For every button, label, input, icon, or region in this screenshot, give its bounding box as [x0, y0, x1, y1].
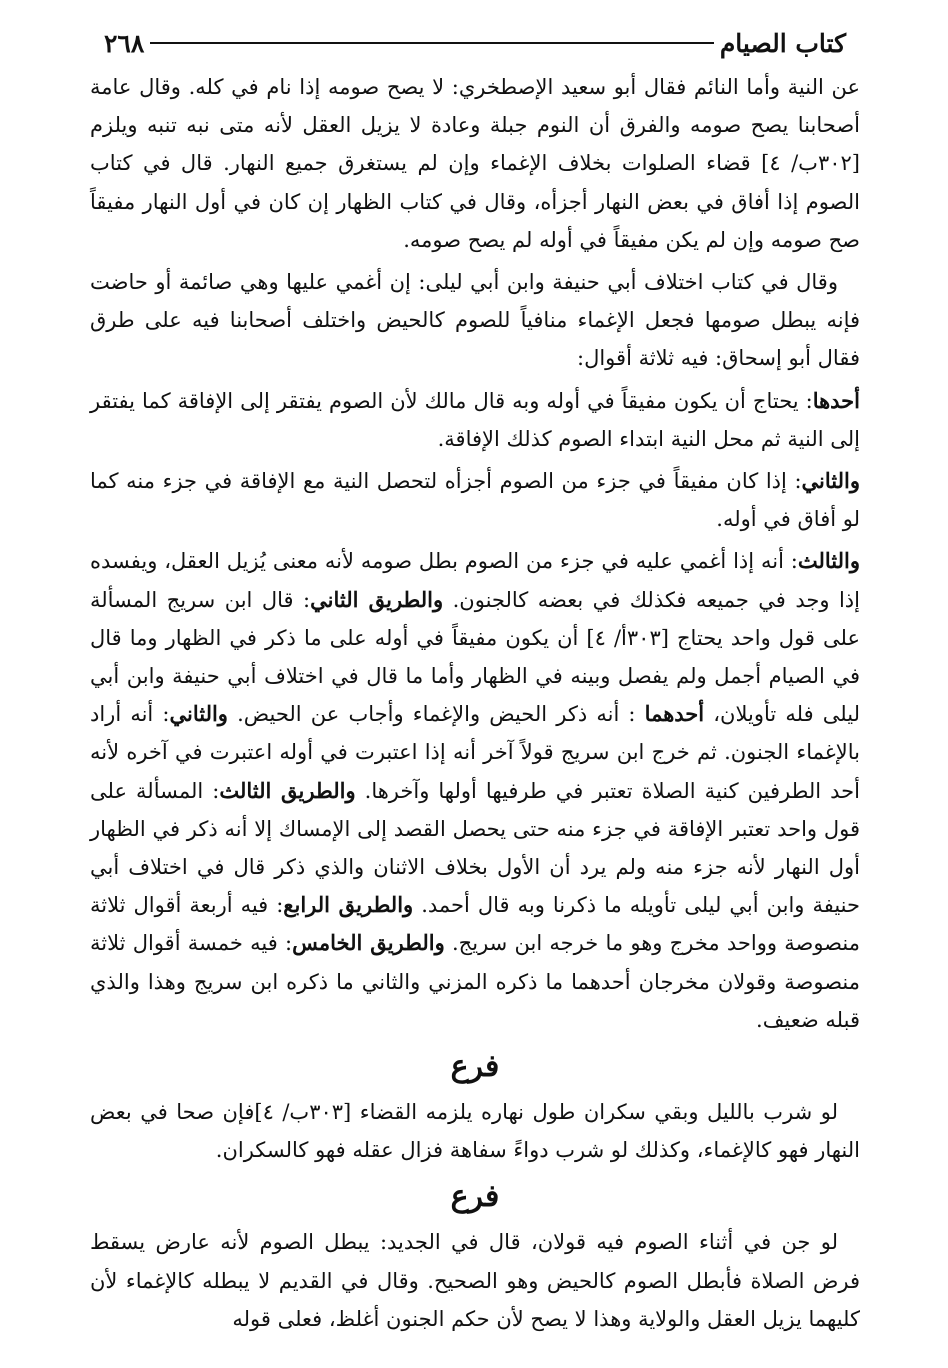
section-1-paragraphs [90, 1093, 860, 1169]
text-run: وقال في كتاب اختلاف أبي حنيفة وابن أبي ليلى: إن أغمي عليها وهي صائمة أو حاضت فإنه يبطل صومها فجعل الإغماء منافياً للصوم كالحيض واختلف أصحابنا فيه على طرق فقال أبو إسحاق: فيه ثلاثة أقوال: [90, 270, 860, 371]
paragraph [90, 1223, 860, 1338]
lead-term: والطريق الخامس [292, 930, 445, 956]
lead-term: والثاني [801, 468, 860, 494]
section-heading-1: فرع [450, 1049, 500, 1085]
paragraph [90, 382, 860, 458]
section-heading-2: فرع [450, 1179, 500, 1215]
lead-term: والطريق الثاني [310, 586, 444, 612]
running-title: كتاب الصيام [719, 28, 846, 58]
section-2-paragraphs [90, 1223, 860, 1338]
lead-term: والثاني [169, 701, 228, 727]
lead-term: والطريق الثالث [219, 777, 356, 803]
paragraph [90, 68, 860, 259]
main-paragraphs [90, 68, 860, 1039]
lead-term: والثالث [797, 548, 860, 574]
page-number: ٢٦٨ [104, 28, 145, 58]
lead-term: أحدها [812, 387, 860, 413]
paragraph [90, 1093, 860, 1169]
text-run: : أنه أراد بالإغماء الجنون. ثم خرج ابن سريج قولاً آخر أنه إذا اعتبرت في أوله اعتبرت في آخره لأنه أحد الطرفين كنية الصلاة تعتبر في طرفيها أولها وآخرها. [90, 702, 860, 803]
text-run: : أنه إذا أغمي عليه في جزء من الصوم بطل صومه لأنه معنى يُزيل العقل، ويفسده إذا وجد في جميعه فكذلك في بعضه كالجنون. [90, 549, 860, 612]
header-rule [150, 42, 714, 44]
text-run: : فيه خمسة أقوال ثلاثة منصوصة وقولان مخرجان أحدهما ما ذكره المزني والثاني ما ذكره ابن سريج وهذا والذي قبله ضعيف. [90, 931, 860, 1032]
text-run: لو جن في أثناء الصوم فيه قولان، قال في الجديد: يبطل الصوم لأنه عارض يسقط فرض الصلاة فأبطل الصوم كالحيض وهو الصحيح. وقال في القديم لا يبطله كالإغماء لأن كليهما يزيل العقل والولاية وهذا لا يصح لأن حكم الجنون أغلظ، فعلى قوله [90, 1230, 860, 1331]
text-run: : يحتاج أن يكون مفيقاً في أوله وبه قال مالك لأن الصوم يفتقر إلى الإفاقة كما يفتقر إلى النية ثم محل النية ابتداء الصوم كذلك الإفاقة. [90, 388, 860, 451]
text-run: عن النية وأما النائم فقال أبو سعيد الإصطخري: لا يصح صومه إذا نام في كله. وقال عامة أصحابنا يصح صومه والفرق أن النوم جبلة وعادة لا يزيل العقل لأنه متى نبه تنبه ويلزم [٣٠٢ب/ ٤] قضاء الصلوات بخلاف الإغماء وإن لم يستغرق جميع النهار. قال في كتاب الصوم إذا أفاق في بعض النهار أجزأه، وقال في كتاب الظهار إن كان في أول النهار مفيقاً صح صومه وإن لم يكن مفيقاً في أوله لم يصح صومه. [90, 75, 860, 252]
text-run: : قال ابن سريج المسألة على قول واحد يحتاج [٣٠٣أ/ ٤] أن يكون مفيقاً في أوله على ما ذكر في الظهار وما قال في الصيام أجمل ولم يفصل وبينه في الظهار وأما ما قال في اختلاف أبي حنيفة وابن أبي ليلى فله تأويلان، [90, 587, 860, 727]
paragraph [90, 263, 860, 378]
paragraph [90, 542, 860, 1039]
text-run: : فيه أربعة أقوال ثلاثة منصوصة وواحد مخرج وهو ما خرجه ابن سريج. [90, 893, 860, 956]
page-header [90, 18, 860, 68]
text-run: : المسألة على قول واحد تعتبر الإفاقة في جزء منه حتى يحصل القصد إلى الإمساك إلا أنه ذكر في الظهار أول النهار لأنه جزء منه ولم يرد أن الأول بخلاف الاثنان والذي ذكر قال في اختلاف أبي حنيفة وابن أبي ليلى تأويله ما ذكرنا وبه قال أحمد. [90, 778, 860, 918]
text-run: : أنه ذكر الحيض والإغماء وأجاب عن الحيض. [227, 702, 645, 727]
lead-term: أحدهما [644, 701, 705, 727]
body-text [90, 68, 860, 1338]
text-run: لو شرب بالليل وبقي سكران طول نهاره يلزمه القضاء [٣٠٣ب/ ٤]فإن صحا في بعض النهار فهو كالإغماء، وكذلك لو شرب دواءً سفاهة فزال عقله فهو كالسكران. [90, 1100, 860, 1163]
lead-term: والطريق الرابع [283, 892, 414, 918]
paragraph [90, 462, 860, 538]
text-run: : إذا كان مفيقاً في جزء من الصوم أجزأه لتحصل النية مع الإفاقة في جزء منه كما لو أفاق في أوله. [90, 469, 860, 532]
